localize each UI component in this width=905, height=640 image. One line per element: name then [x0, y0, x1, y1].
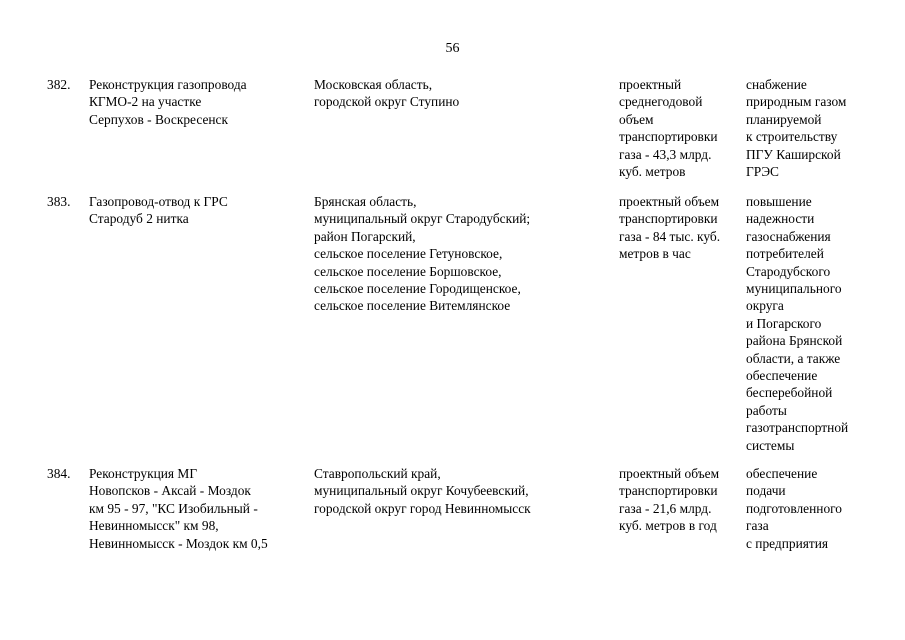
- cell-line: сельское поселение Витемлянское: [314, 298, 511, 314]
- cell-line: планируемой: [746, 111, 822, 127]
- cell-line: км 95 - 97, "КС Изобильный -: [89, 500, 258, 516]
- cell-line: куб. метров в год: [619, 518, 717, 534]
- cell-line: газа: [746, 518, 769, 534]
- row-number: 382.: [47, 77, 71, 92]
- cell-line: сельское поселение Боршовское,: [314, 263, 502, 279]
- cell-line: транспортировки: [619, 483, 718, 499]
- object-name: [89, 76, 304, 128]
- cell-line: газа - 43,3 млрд.: [619, 146, 712, 162]
- cell-line: к строительству: [746, 129, 838, 145]
- object-name: [89, 193, 304, 228]
- cell-line: газотранспортной: [746, 420, 849, 436]
- cell-line: Ставропольский край,: [314, 466, 441, 481]
- object-characteristics: [619, 193, 741, 263]
- cell-line: газа - 21,6 млрд.: [619, 500, 712, 516]
- cell-line: район Погарский,: [314, 228, 416, 244]
- cell-line: бесперебойной: [746, 385, 833, 401]
- object-characteristics: [619, 76, 741, 180]
- cell-line: потребителей: [746, 246, 824, 262]
- cell-line: подачи: [746, 483, 786, 499]
- cell-line: проектный: [619, 77, 682, 92]
- row-number: 383.: [47, 194, 71, 209]
- cell-line: Стародубского: [746, 263, 831, 279]
- cell-line: ГРЭС: [746, 164, 779, 180]
- cell-line: газа - 84 тыс. куб.: [619, 228, 721, 244]
- object-purpose: [746, 76, 868, 180]
- cell-line: снабжение: [746, 77, 807, 92]
- cell-line: сельское поселение Городищенское,: [314, 281, 521, 297]
- cell-line: куб. метров: [619, 164, 686, 180]
- cell-line: области, а также: [746, 350, 841, 366]
- object-location: [314, 76, 614, 111]
- cell-line: сельское поселение Гетуновское,: [314, 246, 503, 262]
- row-number: 384.: [47, 466, 71, 481]
- object-name: [89, 465, 304, 552]
- cell-line: городской округ город Невинномысск: [314, 500, 531, 516]
- cell-line: транспортировки: [619, 211, 718, 227]
- cell-line: метров в час: [619, 246, 691, 262]
- cell-line: Невинномысск" км 98,: [89, 518, 219, 534]
- cell-line: Серпухов - Воскресенск: [89, 111, 229, 127]
- cell-line: Газопровод-отвод к ГРС: [89, 194, 228, 209]
- cell-line: подготовленного: [746, 500, 842, 516]
- cell-line: Московская область,: [314, 77, 433, 92]
- cell-line: Стародуб 2 нитка: [89, 211, 189, 227]
- cell-line: и Погарского: [746, 315, 822, 331]
- cell-line: муниципальный округ Кочубеевский,: [314, 483, 529, 499]
- cell-line: Реконструкция газопровода: [89, 77, 247, 92]
- cell-line: Новопсков - Аксай - Моздок: [89, 483, 251, 499]
- cell-line: объем: [619, 111, 654, 127]
- cell-line: муниципального: [746, 281, 842, 297]
- cell-line: проектный объем: [619, 194, 720, 209]
- cell-line: системы: [746, 437, 795, 453]
- cell-line: обеспечение: [746, 368, 818, 384]
- cell-line: Брянская область,: [314, 194, 417, 209]
- cell-line: обеспечение: [746, 466, 818, 481]
- cell-line: муниципальный округ Стародубский;: [314, 211, 531, 227]
- object-purpose: [746, 193, 868, 454]
- cell-line: городской округ Ступино: [314, 94, 460, 110]
- cell-line: среднегодовой: [619, 94, 703, 110]
- cell-line: газоснабжения: [746, 228, 831, 244]
- cell-line: повышение: [746, 194, 812, 209]
- cell-line: Невинномысск - Моздок км 0,5: [89, 535, 268, 551]
- cell-line: работы: [746, 402, 787, 418]
- cell-line: транспортировки: [619, 129, 718, 145]
- cell-line: ПГУ Каширской: [746, 146, 841, 162]
- page-number: 56: [445, 41, 460, 56]
- object-purpose: [746, 465, 868, 552]
- cell-line: природным газом: [746, 94, 847, 110]
- cell-line: района Брянской: [746, 333, 843, 349]
- cell-line: надежности: [746, 211, 815, 227]
- cell-line: проектный объем: [619, 466, 720, 481]
- object-location: [314, 193, 614, 315]
- cell-line: с предприятия: [746, 535, 829, 551]
- object-characteristics: [619, 465, 741, 535]
- cell-line: Реконструкция МГ: [89, 466, 198, 481]
- cell-line: КГМО-2 на участке: [89, 94, 202, 110]
- object-location: [314, 465, 614, 517]
- cell-line: округа: [746, 298, 784, 314]
